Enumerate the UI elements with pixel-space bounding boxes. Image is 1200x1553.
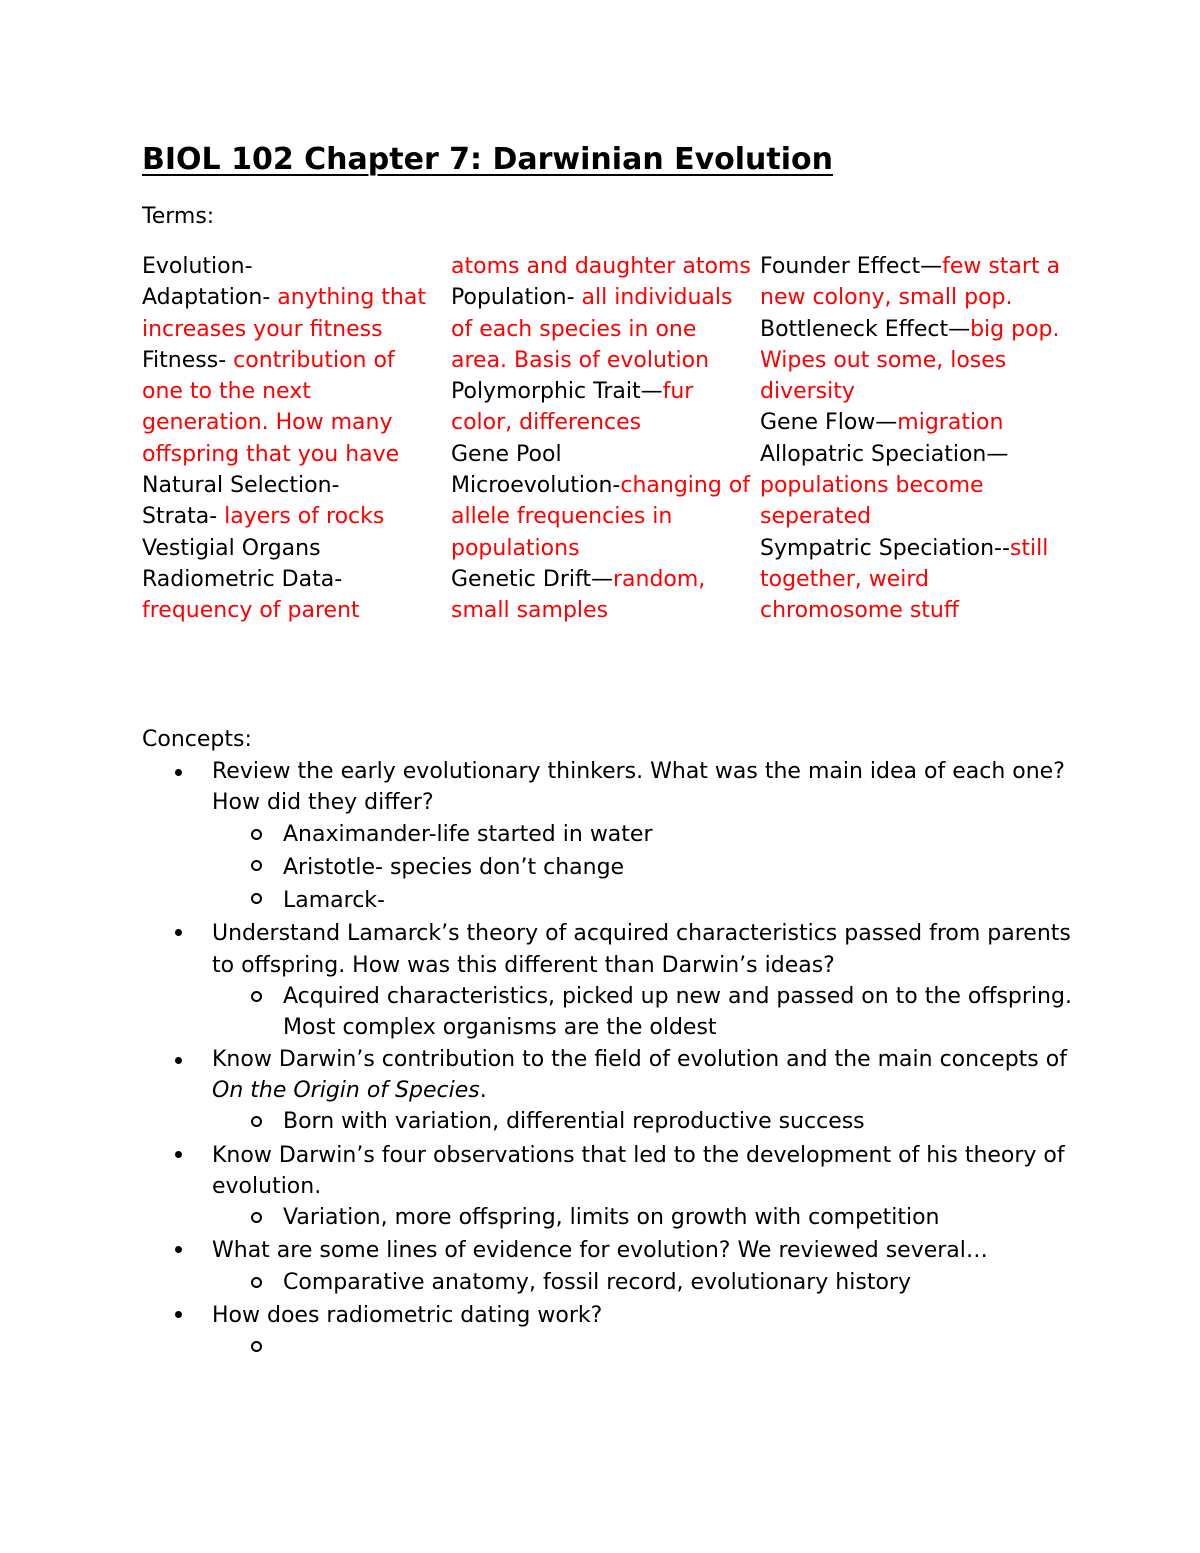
term-definition: atoms and daughter atoms [451, 254, 751, 279]
term-entry [760, 251, 1070, 314]
term-name: Natural Selection- [142, 473, 340, 499]
term-entry [760, 533, 1070, 627]
bullet-icon [175, 1057, 182, 1064]
hollow-bullet-icon [251, 1341, 262, 1352]
term-definition: layers of rocks [224, 504, 385, 530]
concept-subtext: Acquired characteristics, picked up new and passed on to the offspring. Most complex organisms are the oldest [283, 984, 1072, 1041]
hollow-bullet-icon [251, 893, 262, 904]
term-definition: anything that increases your fitness [142, 285, 426, 342]
hollow-bullet-icon [251, 1116, 262, 1127]
term-entry [451, 376, 751, 439]
concept-subtext [283, 1333, 1072, 1364]
concept-subtext: Anaximander-life started in water [283, 821, 653, 847]
concept-item [142, 1138, 1072, 1203]
bullet-icon [175, 929, 182, 936]
concept-item [142, 1298, 1072, 1331]
term-entry [760, 314, 1070, 408]
bullet-icon [175, 1311, 182, 1318]
concept-subitem [142, 883, 1072, 916]
term-name: Population- [451, 285, 582, 311]
term-name: Fitness- [142, 347, 234, 373]
term-entry [451, 251, 751, 282]
concept-subitem [142, 819, 1072, 850]
term-name: Adaptation- [142, 285, 278, 311]
concept-subitem [142, 1202, 1072, 1233]
concept-subtext: Born with variation, differential reproductive success [283, 1109, 865, 1135]
term-definition: migration [897, 410, 1004, 436]
terms-column-1 [142, 251, 434, 627]
concept-text: How does radiometric dating work? [212, 1303, 603, 1329]
term-name: Founder Effect— [760, 254, 943, 279]
concept-subtext: Comparative anatomy, fossil record, evolutionary history [283, 1269, 911, 1295]
term-definition: fur color, differences [451, 379, 694, 436]
term-entry [142, 533, 434, 564]
terms-label: Terms: [142, 204, 215, 229]
hollow-bullet-icon [251, 1212, 262, 1223]
term-entry [451, 439, 751, 470]
term-definition: still together, weird chromosome stuff [760, 535, 1049, 624]
term-name: Strata- [142, 504, 225, 530]
concept-text-part: . [479, 1077, 487, 1103]
term-name: Gene Flow— [760, 410, 898, 436]
term-entry [142, 345, 434, 470]
term-entry [451, 282, 751, 376]
term-entry [760, 407, 1070, 438]
concept-subtext: Aristotle- species don’t change [283, 854, 625, 880]
term-entry [451, 470, 751, 564]
terms-column-2 [451, 251, 751, 627]
concept-item [142, 756, 1072, 819]
hollow-bullet-icon [251, 860, 262, 871]
concepts-label: Concepts: [142, 727, 252, 752]
term-entry [142, 282, 434, 345]
page-title: BIOL 102 Chapter 7: Darwinian Evolution [142, 142, 834, 177]
hollow-bullet-icon [251, 1277, 262, 1288]
term-name: Vestigial Organs [142, 535, 321, 561]
term-name: Genetic Drift— [451, 566, 613, 592]
term-definition: big pop. Wipes out some, loses diversity [760, 316, 1060, 405]
concept-subitem [142, 981, 1072, 1044]
term-name: Evolution- [142, 254, 253, 279]
bullet-icon [175, 1246, 182, 1253]
bullet-icon [175, 769, 182, 776]
concept-item [142, 916, 1072, 981]
concept-text [212, 1044, 1072, 1107]
concept-subitem [142, 1331, 1072, 1364]
term-entry [142, 564, 434, 627]
concept-subitem [142, 1267, 1072, 1298]
term-entry [451, 564, 751, 627]
term-definition: random, small samples [451, 566, 706, 624]
concept-item [142, 1044, 1072, 1107]
term-entry [760, 439, 1070, 533]
term-name: Radiometric Data- [142, 566, 343, 592]
term-definition: contribution of one to the next generation. How many offspring that you have [142, 347, 400, 467]
concept-text: What are some lines of evidence for evolution? We reviewed several… [212, 1238, 988, 1264]
concept-text: Review the early evolutionary thinkers. What was the main idea of each one? How did they differ? [212, 759, 1065, 816]
concept-subtext: Variation, more offspring, limits on growth with competition [283, 1205, 940, 1231]
book-title: On the Origin of Species [212, 1077, 480, 1103]
term-name: Sympatric Speciation-- [760, 535, 1010, 561]
term-name: Bottleneck Effect— [760, 316, 971, 342]
bullet-icon [175, 1151, 182, 1158]
term-definition: populations become seperated [760, 473, 984, 530]
term-entry [142, 470, 434, 501]
terms-column-3 [760, 251, 1070, 627]
term-entry [142, 501, 434, 532]
concept-text: Understand Lamarck’s theory of acquired characteristics passed from parents to offspring. How was this different than Darwin’s ideas? [212, 921, 1071, 978]
concept-subtext: Lamarck- [283, 888, 385, 914]
term-entry [142, 251, 434, 282]
concept-subitem [142, 1106, 1072, 1137]
concept-text-part: Know Darwin’s contribution to the field of evolution and the main concepts of [212, 1046, 1067, 1072]
concept-item [142, 1233, 1072, 1266]
term-name: Polymorphic Trait— [451, 379, 663, 405]
term-name: Allopatric Speciation— [760, 441, 1009, 467]
term-definition: frequency of parent [142, 598, 360, 624]
term-definition: all individuals of each species in one area. Basis of evolution [451, 285, 733, 373]
concepts-list [142, 756, 1072, 1365]
concept-text: Know Darwin’s four observations that led to the development of his theory of evolution. [212, 1142, 1065, 1199]
concept-subitem [142, 850, 1072, 883]
term-name: Gene Pool [451, 441, 562, 467]
term-definition: changing of allele frequencies in populations [451, 473, 751, 561]
hollow-bullet-icon [251, 829, 262, 840]
term-name: Microevolution- [451, 473, 621, 499]
hollow-bullet-icon [251, 991, 262, 1002]
term-definition: few start a new colony, small pop. [760, 254, 1061, 311]
